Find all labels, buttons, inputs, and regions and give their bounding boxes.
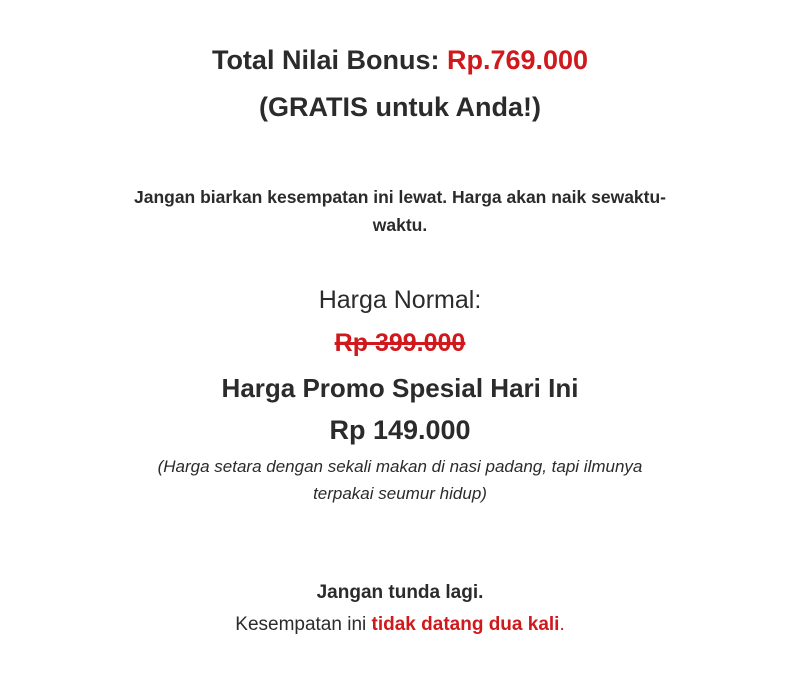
cta-prefix: Kesempatan ini <box>235 614 372 635</box>
bonus-total-label: Total Nilai Bonus: <box>211 45 447 75</box>
cta-emphasis: tidak datang dua kali <box>371 614 560 635</box>
normal-price-label: Harga Normal: <box>318 286 482 314</box>
bonus-total-line <box>0 42 800 78</box>
bonus-total-value: Rp.769.000 <box>446 45 589 75</box>
cta-heading: Jangan tunda lagi. <box>316 582 484 603</box>
cta-message <box>0 611 800 639</box>
cta-suffix: . <box>559 614 565 635</box>
promo-price-value: Rp 149.000 <box>329 415 471 445</box>
normal-price-strikethrough: Rp 399.000 <box>334 329 466 357</box>
bonus-free-note: (GRATIS untuk Anda!) <box>259 92 541 122</box>
urgency-message: Jangan biarkan kesempatan ini lewat. Harga akan naik sewaktu-waktu. <box>133 187 666 235</box>
price-comparison-note: (Harga setara dengan sekali makan di nasi padang, tapi ilmunya terpakai seumur hidup) <box>157 457 643 503</box>
promo-price-label: Harga Promo Spesial Hari Ini <box>221 373 579 403</box>
